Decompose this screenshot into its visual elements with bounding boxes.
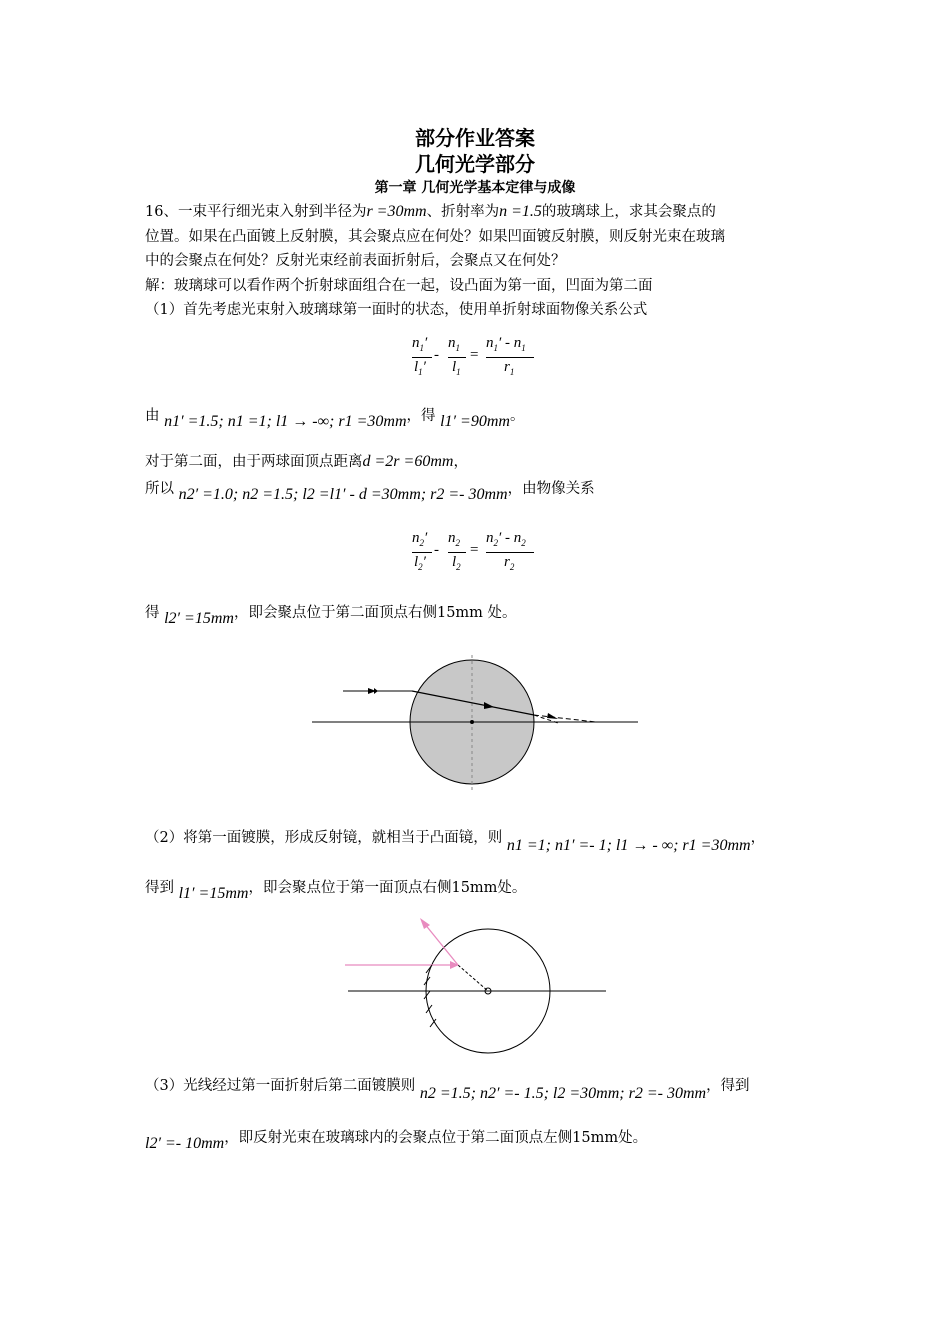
distance-equation: d =2r =60mm (362, 453, 454, 470)
surface2-text: 对于第二面，由于两球面顶点距离 (145, 454, 363, 470)
given-prefix: 由 (145, 408, 160, 424)
result-prefix: 得到 (145, 880, 174, 896)
given-2-suffix: ，由物像关系 (507, 481, 595, 497)
comma: ， (750, 830, 766, 846)
radius-equation: r =30mm (366, 203, 427, 220)
given-1-equation: n1′ =1.5; n1 =1; l1 → -∞; r1 =30mm (164, 413, 407, 430)
given-2-line (145, 477, 595, 501)
given-mid: ，得 (406, 408, 436, 424)
result-1-equation: l1′ =90mm (440, 413, 510, 430)
reflection-diagram (340, 915, 610, 1060)
comma: ， (453, 454, 468, 470)
part1-intro: （1）首先考虑光束射入玻璃球第一面时的状态，使用单折射球面物像关系公式 (145, 302, 648, 318)
part3-text: （3）光线经过第一面折射后第二面镀膜则 (145, 1078, 416, 1094)
result-2-line (145, 601, 517, 625)
refraction-diagram (300, 655, 650, 790)
problem-line-3: 中的会聚点在何处？反射光束经前表面折射后，会聚点又在何处？ (145, 253, 566, 269)
result-prefix: 得 (145, 605, 160, 621)
part2-given-equation: n1 =1; n1′ =- 1; l1 → - ∞; r1 =30mm (506, 837, 751, 854)
period: 。 (509, 408, 525, 424)
given-2-equation: n2′ =1.0; n2 =1.5; l2 =l1′ - d =30mm; r2 =- 30mm (178, 486, 508, 503)
doc-subtitle: 几何光学部分 (415, 152, 535, 176)
chapter-heading: 第一章 几何光学基本定律与成像 (374, 180, 576, 196)
problem-line-2: 位置。如果在凸面镀上反射膜，其会聚点应在何处？如果凹面镀反射膜，则反射光束在玻璃 (145, 229, 725, 245)
normal-line (458, 965, 488, 991)
sphere-center (470, 720, 474, 724)
result-2-text: ，即会聚点位于第二面顶点右侧15mm 处。 (233, 605, 517, 621)
problem-line-1 (145, 200, 716, 224)
problem-text: 16、一束平行细光束入射到半径为 (145, 204, 367, 220)
index-equation: n =1.5 (499, 203, 542, 220)
part2-text: （2）将第一面镀膜，形成反射镜，就相当于凸面镜，则 (145, 830, 503, 846)
given-1-line (145, 404, 524, 428)
part3-line (145, 1074, 750, 1102)
reflected-ray (424, 923, 458, 965)
surface2-line (145, 450, 468, 474)
part3-given-equation: n2 =1.5; n2′ =- 1.5; l2 =30mm; r2 =- 30mm (419, 1085, 707, 1102)
part2-result-text: ，即会聚点位于第一面顶点右侧15mm处。 (248, 880, 527, 896)
given-prefix: 所以 (145, 481, 174, 497)
part3-result-equation: l2′ =- 10mm (145, 1135, 225, 1152)
part2-result-equation: l1′ =15mm (178, 885, 249, 902)
part3-result-line (145, 1126, 647, 1150)
solution-intro: 解：玻璃球可以看作两个折射球面组合在一起，设凸面为第一面，凹面为第二面 (145, 278, 653, 294)
result-2-equation: l2′ =15mm (164, 610, 234, 627)
formula-1: $n_1'$ $l_1'$ - $n_1$ $l_1$ = $n_1' - n_1$ $r_1$ (400, 335, 550, 395)
doc-title: 部分作业答案 (415, 126, 535, 150)
problem-text: 、折射率为 (426, 204, 500, 220)
part2-result-line (145, 876, 526, 900)
problem-text: 的玻璃球上，求其会聚点的 (541, 204, 716, 220)
mirror-hatching (424, 965, 436, 1027)
part3-result-text: ，即反射光束在玻璃球内的会聚点位于第二面顶点左侧15mm处。 (224, 1130, 648, 1146)
part2-line (145, 826, 766, 854)
part3-given-end: ，得到 (706, 1078, 750, 1094)
formula-2: $n_2'$ $l_2'$ - $n_2$ $l_2$ = $n_2' - n_2$ $r_2$ (400, 530, 550, 590)
